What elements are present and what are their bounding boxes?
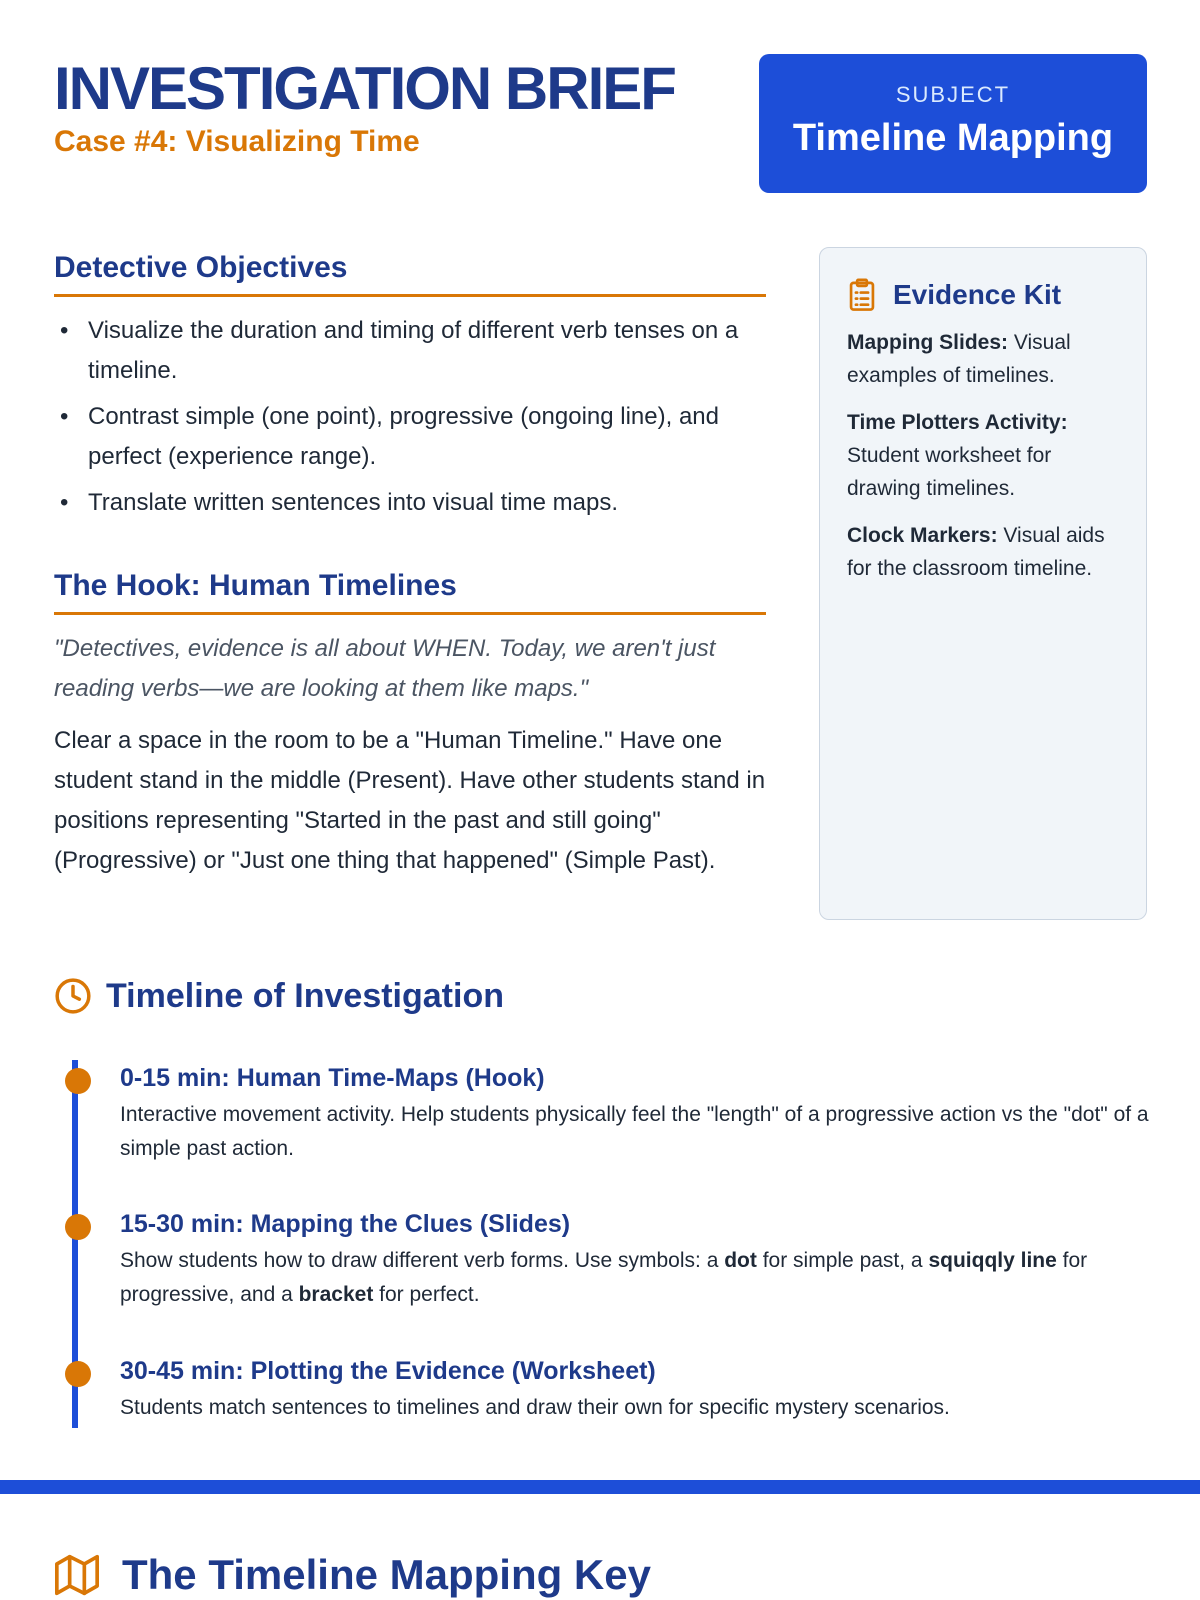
objectives-list xyxy=(54,311,766,523)
objective-text: Visualize the duration and timing of different verb tenses on a timeline. xyxy=(88,317,739,384)
timeline-title: Timeline of Investigation xyxy=(106,977,504,1015)
timeline-item xyxy=(120,1206,1160,1312)
map-icon xyxy=(54,1553,100,1597)
subject-label: SUBJECT xyxy=(895,82,1011,107)
evidence-kit-title: Evidence Kit xyxy=(893,279,1062,310)
objectives-heading: Detective Objectives xyxy=(54,250,766,297)
objective-text: Translate written sentences into visual time maps. xyxy=(88,489,619,516)
kit-item-text: Visual examples of timelines. xyxy=(847,331,1071,387)
timeline-item xyxy=(120,1060,1160,1166)
bullet-icon: • xyxy=(60,403,69,430)
hook-heading: The Hook: Human Timelines xyxy=(54,568,766,615)
list-item xyxy=(54,311,766,391)
page-title: INVESTIGATION BRIEF xyxy=(54,55,675,122)
bullet-icon: • xyxy=(60,317,69,344)
objective-text: Contrast simple (one point), progressive (ongoing line), and perfect (experience range). xyxy=(88,403,719,470)
section-divider xyxy=(0,1480,1200,1494)
timeline-item-title: 0-15 min: Human Time-Maps (Hook) xyxy=(120,1064,545,1092)
kit-item-text: Visual aids for the classroom timeline. xyxy=(847,524,1105,580)
list-item xyxy=(54,397,766,477)
kit-item xyxy=(847,406,1120,505)
investigation-timeline xyxy=(72,1060,1152,1428)
timeline-item xyxy=(120,1353,1160,1425)
hook-section xyxy=(54,568,766,881)
timeline-item-title: 30-45 min: Plotting the Evidence (Worksheet) xyxy=(120,1357,656,1385)
evidence-kit-panel xyxy=(819,247,1147,920)
clock-icon xyxy=(54,977,92,1015)
timeline-item-desc: Show students how to draw different verb forms. Use symbols: a dot for simple past, a squiqqly line for progressive, and a bracket for perfect. xyxy=(120,1249,1088,1306)
kit-item xyxy=(847,326,1120,392)
brief-header xyxy=(54,56,714,160)
kit-item-text: Student worksheet for drawing timelines. xyxy=(847,444,1052,500)
subject-value: Timeline Mapping xyxy=(792,117,1114,159)
timeline-item-title: 15-30 min: Mapping the Clues (Slides) xyxy=(120,1210,571,1238)
kit-item-label: Time Plotters Activity: xyxy=(847,411,1068,434)
timeline-heading xyxy=(54,976,504,1016)
timeline-item-desc: Students match sentences to timelines and draw their own for specific mystery scenarios. xyxy=(120,1396,950,1419)
timeline-item-desc: Interactive movement activity. Help students physically feel the "length" of a progressive action vs the "dot" of a simple past action. xyxy=(120,1103,1149,1160)
hook-body: Clear a space in the room to be a "Human Timeline." Have one student stand in the middle (Present). Have other students stand in positions representing "Started in the past and still going" (Progressive) or "Just one thing that happened" (Simple Past). xyxy=(54,727,766,874)
timeline-dot xyxy=(65,1214,91,1240)
clipboard-icon xyxy=(847,278,877,312)
kit-item-label: Clock Markers: xyxy=(847,524,998,547)
subject-badge xyxy=(759,54,1147,193)
bullet-icon: • xyxy=(60,489,69,516)
mapping-key-heading xyxy=(54,1550,651,1600)
hook-quote: "Detectives, evidence is all about WHEN. Today, we aren't just reading verbs—we are looking at them like maps." xyxy=(54,635,716,702)
kit-item-label: Mapping Slides: xyxy=(847,331,1009,354)
case-subtitle: Case #4: Visualizing Time xyxy=(54,125,420,158)
timeline-dot xyxy=(65,1068,91,1094)
timeline-dot xyxy=(65,1361,91,1387)
mapping-key-title: The Timeline Mapping Key xyxy=(122,1551,651,1598)
list-item xyxy=(54,483,766,523)
evidence-kit-heading xyxy=(847,278,1120,312)
objectives-section xyxy=(54,250,766,529)
kit-item xyxy=(847,519,1120,585)
